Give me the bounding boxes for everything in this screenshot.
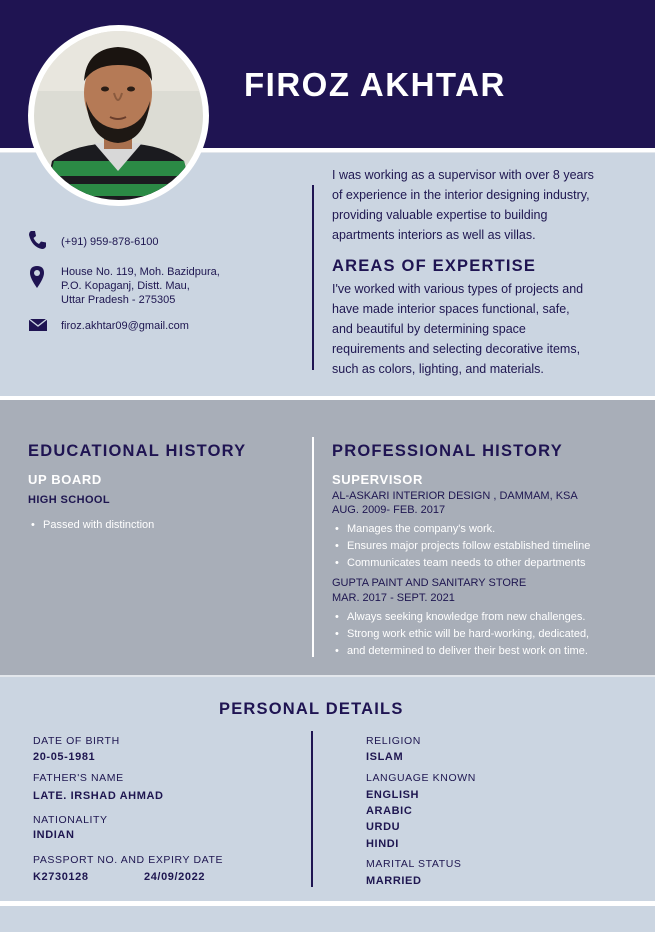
passport-expiry: 24/09/2022: [144, 871, 206, 883]
expertise-line: and beautiful by determining space: [332, 322, 526, 336]
job-company: AL-ASKARI INTERIOR DESIGN , DAMMAM, KSA: [332, 490, 578, 502]
job-bullet-continued: • and determined to deliver their best work on time.: [332, 643, 588, 660]
expertise-line: requirements and selecting decorative items,: [332, 342, 581, 356]
email-text: firoz.akhtar09@gmail.com: [61, 320, 189, 332]
summary-line: providing valuable expertise to building: [332, 208, 548, 222]
education-level: HIGH SCHOOL: [28, 494, 111, 506]
summary-line: of experience in the interior designing industry,: [332, 188, 590, 202]
language-item: URDU: [366, 821, 401, 833]
address-line: Uttar Pradesh - 275305: [61, 294, 176, 306]
job-bullet: • Communicates team needs to other departments: [332, 555, 585, 572]
nationality-value: INDIAN: [33, 829, 75, 841]
location-pin-icon: [28, 265, 48, 289]
father-value: LATE. IRSHAD AHMAD: [33, 790, 164, 802]
language-label: LANGUAGE KNOWN: [366, 772, 476, 784]
address-line: House No. 119, Moh. Bazidpura,: [61, 266, 220, 278]
profile-photo: [28, 25, 209, 206]
job-bullet: • Always seeking knowledge from new challenges.: [332, 609, 585, 626]
professional-role: SUPERVISOR: [332, 472, 424, 487]
religion-value: ISLAM: [366, 751, 404, 763]
religion-label: RELIGION: [366, 735, 421, 747]
footer-band: [0, 906, 655, 932]
marital-label: MARITAL STATUS: [366, 858, 462, 870]
job-period: MAR. 2017 - SEPT. 2021: [332, 592, 455, 604]
education-board: UP BOARD: [28, 472, 102, 487]
address-line: P.O. Kopaganj, Distt. Mau,: [61, 280, 190, 292]
language-item: HINDI: [366, 838, 399, 850]
expertise-line: such as colors, lighting, and materials.: [332, 362, 544, 376]
expertise-text: [332, 279, 622, 379]
job-bullet: • Ensures major projects follow established timeline: [332, 538, 590, 555]
job-bullet: • Strong work ethic will be hard-working, dedicated,: [332, 626, 589, 643]
expertise-line: I've worked with various types of projects and: [332, 282, 584, 296]
summary-line: I was working as a supervisor with over 8 years: [332, 168, 594, 182]
avatar: [34, 31, 203, 200]
column-divider: [312, 185, 314, 370]
expertise-heading: AREAS OF EXPERTISE: [332, 257, 537, 275]
passport-label: PASSPORT NO. AND EXPIRY DATE: [33, 854, 224, 866]
dob-value: 20-05-1981: [33, 751, 96, 763]
dob-label: DATE OF BIRTH: [33, 735, 120, 747]
language-item: ENGLISH: [366, 789, 420, 801]
professional-heading: PROFESSIONAL HISTORY: [332, 442, 563, 460]
job-company: GUPTA PAINT AND SANITARY STORE: [332, 577, 527, 589]
nationality-label: NATIONALITY: [33, 814, 108, 826]
summary-line: apartments interiors as well as villas.: [332, 228, 536, 242]
expertise-line: have made interior spaces functional, safe,: [332, 302, 570, 316]
job-bullet: • Manages the company's work.: [332, 521, 495, 538]
envelope-icon: [28, 318, 48, 332]
job-period: AUG. 2009- FEB. 2017: [332, 504, 446, 516]
marital-value: MARRIED: [366, 875, 422, 887]
resume-name: FIROZ AKHTAR: [244, 66, 506, 103]
father-label: FATHER'S NAME: [33, 772, 124, 784]
language-item: ARABIC: [366, 805, 413, 817]
phone-icon: [28, 230, 48, 250]
passport-number: K2730128: [33, 871, 89, 883]
personal-heading: PERSONAL DETAILS: [219, 700, 404, 718]
education-bullet: • Passed with distinction: [28, 517, 154, 534]
summary: [332, 165, 622, 245]
phone-text: (+91) 959-878-6100: [61, 236, 159, 248]
education-heading: EDUCATIONAL HISTORY: [28, 442, 247, 460]
column-divider: [311, 731, 313, 887]
column-divider: [312, 437, 314, 657]
